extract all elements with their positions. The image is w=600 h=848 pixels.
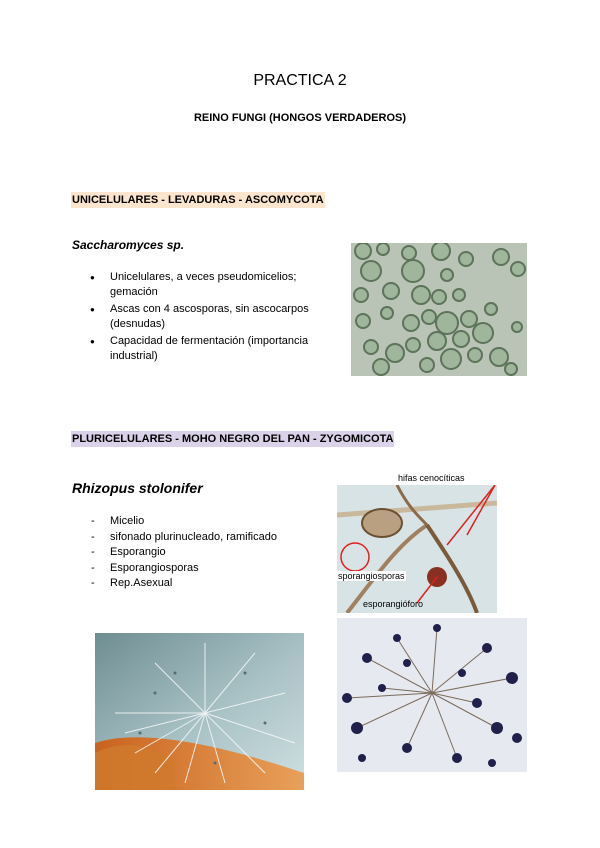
label-esporangiosporas: sporangiosporas (338, 571, 405, 581)
page-subtitle: REINO FUNGI (HONGOS VERDADEROS) (193, 112, 407, 124)
list-item: ● Capacidad de fermentación (importancia industrial) (90, 334, 340, 364)
list-item: - Rep.Asexual (90, 576, 330, 592)
label-esporangioforo: esporangióforo (363, 599, 424, 609)
saccharomyces-bullet-list (90, 270, 340, 366)
bread-mold-photo (95, 633, 304, 790)
label-hifas-cenociticas: hifas cenocíticas (398, 473, 465, 483)
rhizopus-item-list (90, 514, 330, 592)
section-heading-pluricelulares: PLURICELULARES - MOHO NEGRO DEL PAN - ZYGOMICOTA (72, 433, 394, 445)
list-item: ● Unicelulares, a veces pseudomicelios; gemación (90, 270, 340, 300)
list-item: - Esporangiosporas (90, 561, 330, 577)
sporangia-photo (337, 618, 527, 772)
list-item: - sifonado plurinucleado, ramificado (90, 530, 330, 546)
species-name-saccharomyces: Saccharomyces sp. (72, 238, 185, 252)
page-title: PRACTICA 2 (253, 72, 347, 89)
rhizopus-micrograph (337, 485, 497, 613)
list-item: - Micelio (90, 514, 330, 530)
list-item: - Esporangio (90, 545, 330, 561)
yeast-cells-photo (351, 243, 527, 376)
section-heading-unicelulares: UNICELULARES - LEVADURAS - ASCOMYCOTA (72, 194, 324, 206)
list-item: ● Ascas con 4 ascosporas, sin ascocarpos (desnudas) (90, 302, 340, 332)
species-name-rhizopus: Rhizopus stolonifer (72, 480, 203, 496)
